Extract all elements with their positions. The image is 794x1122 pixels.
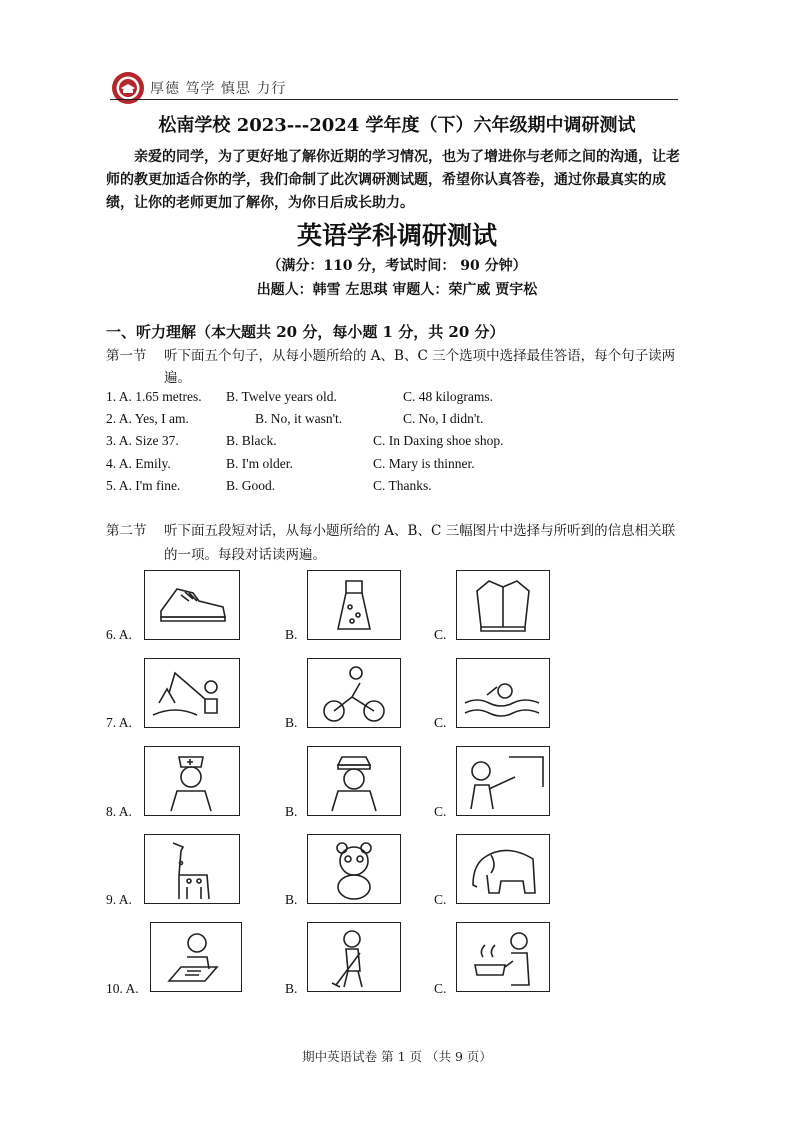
q4-option-b: B. I'm older. <box>226 456 293 471</box>
q10-label-b: B. <box>285 981 298 996</box>
q7-label-a: 7. A. <box>106 715 132 730</box>
q2-option-a: 2. A. Yes, I am. <box>106 411 189 426</box>
q5-option-a: 5. A. I'm fine. <box>106 478 181 493</box>
q5-option-c: C. Thanks. <box>373 478 432 493</box>
exam-authors: 出题人：韩雪 左思琪 审题人：荣广威 贾宇松 <box>256 282 538 298</box>
section1-instruction <box>106 345 684 389</box>
sneaker-icon <box>144 570 240 640</box>
q8-label-c: C. <box>434 804 447 819</box>
nurse-icon <box>144 746 240 816</box>
q6-label-a: 6. A. <box>106 627 132 642</box>
swimming-icon <box>456 658 550 728</box>
giraffe-icon <box>144 834 240 904</box>
q9-label-c: C. <box>434 892 447 907</box>
jacket-icon <box>456 570 550 640</box>
q1-option-a: 1. A. 1.65 metres. <box>106 389 202 404</box>
q1-option-c: C. 48 kilograms. <box>403 389 493 404</box>
section2-title: 第二节 <box>106 523 147 539</box>
section1 <box>106 345 684 389</box>
q8-label-b: B. <box>285 804 298 819</box>
q1-option-b: B. Twelve years old. <box>226 389 337 404</box>
q5-option-b: B. Good. <box>226 478 276 493</box>
q3-option-b: B. Black. <box>226 433 277 448</box>
q2-option-c: C. No, I didn't. <box>403 411 484 426</box>
section2-body: 听下面五段短对话，从每小题所给的 A、B、C 三幅图片中选择与所听到的信息相关联的一项。每段对话读两遍。 <box>164 523 676 563</box>
teacher-icon <box>456 746 550 816</box>
q6-label-c: C. <box>434 627 447 642</box>
section1-body: 听下面五个句子，从每小题所给的 A、B、C 三个选项中选择最佳答语，每个句子读两遍。 <box>164 348 676 386</box>
section2-instruction <box>106 519 684 567</box>
sweeping-icon <box>307 922 401 992</box>
q2-option-b: B. No, it wasn't. <box>255 411 343 426</box>
writing-icon <box>150 922 242 992</box>
q10-label-c: C. <box>434 981 447 996</box>
q4-option-c: C. Mary is thinner. <box>373 456 475 471</box>
header-rule <box>110 99 678 100</box>
subject-title: 英语学科调研测试 <box>296 221 497 250</box>
q3-option-a: 3. A. Size 37. <box>106 433 179 448</box>
exam-score-time: （满分：110 分，考试时间： 90 分钟） <box>267 258 527 274</box>
police-officer-icon <box>307 746 401 816</box>
cycling-icon <box>307 658 401 728</box>
cooking-icon <box>456 922 550 992</box>
intro-paragraph <box>106 146 680 215</box>
q9-label-b: B. <box>285 892 298 907</box>
panda-icon <box>307 834 401 904</box>
q7-label-c: C. <box>434 715 447 730</box>
school-motto: 厚德 笃学 慎思 力行 <box>150 81 287 97</box>
q8-label-a: 8. A. <box>106 804 132 819</box>
part1-heading: 一、听力理解（本大题共 20 分，每小题 1 分，共 20 分） <box>106 323 505 341</box>
fishing-icon <box>144 658 240 728</box>
dress-icon <box>307 570 401 640</box>
q3-option-c: C. In Daxing shoe shop. <box>373 433 504 448</box>
page-footer: 期中英语试卷 第 1 页 （共 9 页） <box>302 1049 492 1064</box>
q6-label-b: B. <box>285 627 298 642</box>
q7-label-b: B. <box>285 715 298 730</box>
intro-text: 亲爱的同学，为了更好地了解你近期的学习情况，也为了增进你与老师之间的沟通，让老师的教更加适合你的学，我们命制了此次调研测试题，希望你认真答卷，通过你最真实的成绩，让你的老师更加了解你，为你日后成长助力。 <box>106 149 680 211</box>
section1-title: 第一节 <box>106 348 147 364</box>
exam-title: 松南学校 2023---2024 学年度（下）六年级期中调研测试 <box>158 115 636 136</box>
q9-label-a: 9. A. <box>106 892 132 907</box>
elephant-icon <box>456 834 550 904</box>
q4-option-a: 4. A. Emily. <box>106 456 171 471</box>
section2 <box>106 519 684 567</box>
q10-label-a: 10. A. <box>106 981 139 996</box>
